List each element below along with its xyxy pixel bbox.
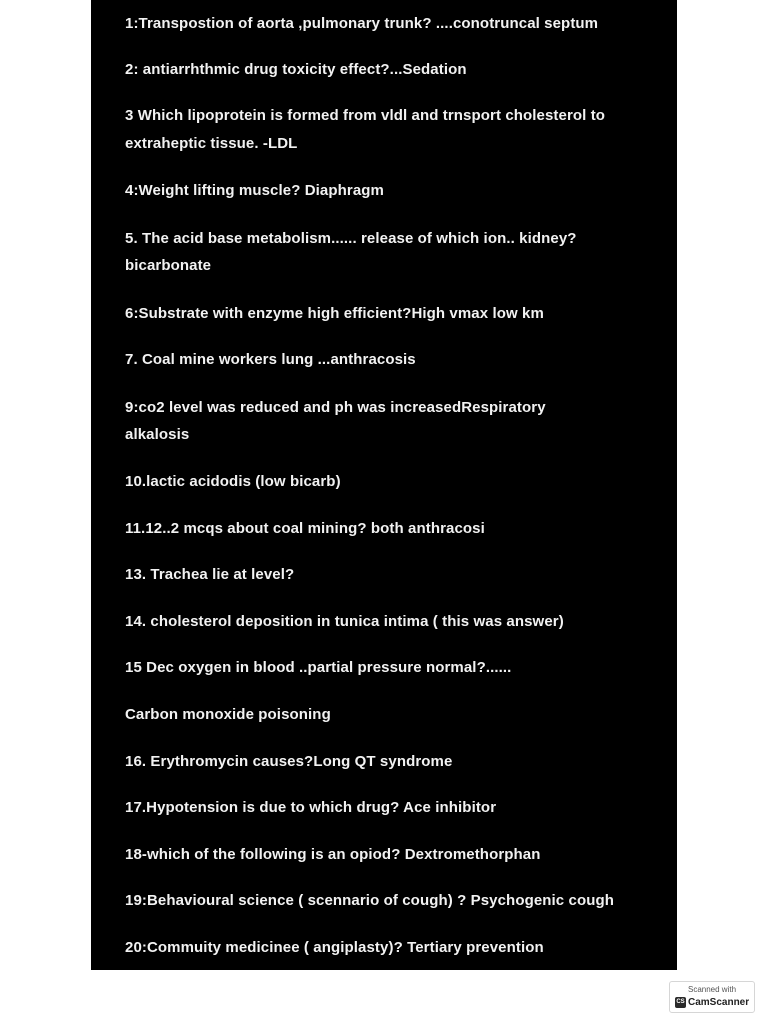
note-line-17: Carbon monoxide poisoning bbox=[125, 706, 331, 723]
camscanner-watermark bbox=[669, 981, 755, 1013]
note-line-21: 19:Behavioural science ( scennario of cough) ? Psychogenic cough bbox=[125, 892, 615, 909]
note-line-8: 6:Substrate with enzyme high efficient?High vmax low km bbox=[125, 305, 544, 322]
note-line-18: 16. Erythromycin causes?Long QT syndrome bbox=[125, 753, 453, 770]
note-line-9: 7. Coal mine workers lung ...anthracosis bbox=[125, 351, 416, 368]
note-line-12: 10.lactic acidodis (low bicarb) bbox=[125, 473, 341, 490]
note-line-14: 13. Trachea lie at level? bbox=[125, 566, 295, 583]
camscanner-logo-icon: CS bbox=[675, 997, 686, 1008]
note-line-11: alkalosis bbox=[125, 426, 190, 443]
note-line-2: 2: antiarrhthmic drug toxicity effect?...Sedation bbox=[125, 61, 467, 78]
note-line-3: 3 Which lipoprotein is formed from vldl and trnsport cholesterol to bbox=[125, 107, 606, 124]
note-line-5: 4:Weight lifting muscle? Diaphragm bbox=[125, 182, 384, 199]
note-line-1: 1:Transpostion of aorta ,pulmonary trunk? ....conotruncal septum bbox=[125, 15, 599, 32]
note-line-4: extraheptic tissue. -LDL bbox=[125, 135, 298, 152]
note-line-13: 11.12..2 mcqs about coal mining? both anthracosi bbox=[125, 520, 485, 537]
note-line-7: bicarbonate bbox=[125, 257, 212, 274]
note-line-16: 15 Dec oxygen in blood ..partial pressure normal?...... bbox=[125, 659, 512, 676]
note-line-10: 9:co2 level was reduced and ph was increasedRespiratory bbox=[125, 399, 546, 416]
note-line-20: 18-which of the following is an opiod? Dextromethorphan bbox=[125, 846, 541, 863]
watermark-caption: Scanned with bbox=[687, 985, 737, 994]
note-line-19: 17.Hypotension is due to which drug? Ace inhibitor bbox=[125, 799, 497, 816]
watermark-brand: CamScanner bbox=[688, 997, 750, 1008]
notes-panel bbox=[91, 0, 677, 970]
note-line-22: 20:Commuity medicinee ( angiplasty)? Tertiary prevention bbox=[125, 939, 544, 956]
note-line-15: 14. cholesterol deposition in tunica intima ( this was answer) bbox=[125, 613, 564, 630]
note-line-6: 5. The acid base metabolism...... release of which ion.. kidney? bbox=[125, 230, 577, 247]
